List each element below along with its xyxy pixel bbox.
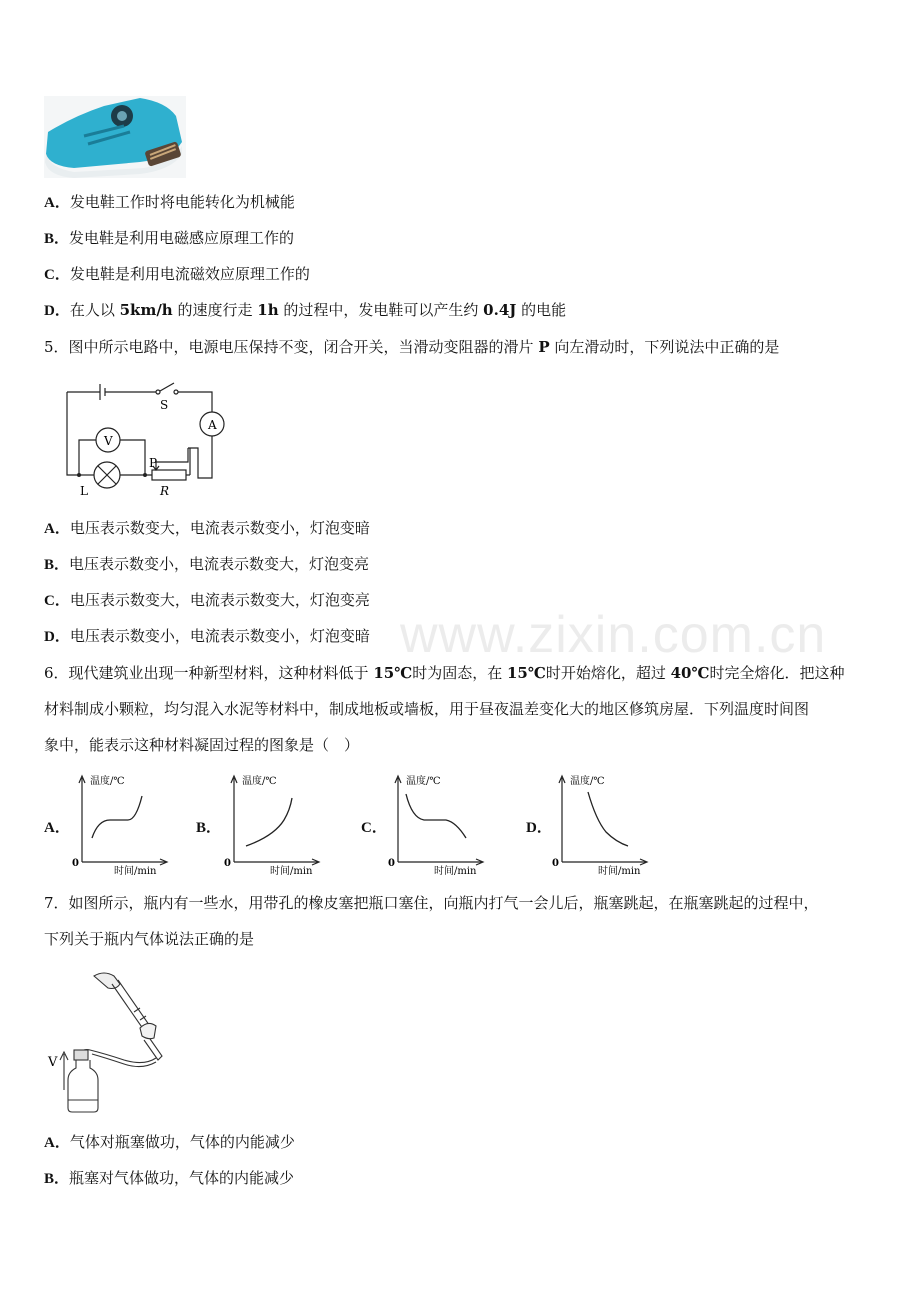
graph-b-curve [246, 798, 292, 846]
q4-option-d: D．在人以 5km/h 的速度行走 1h 的过程中，发电鞋可以产生约 0.4J 的电能 [44, 301, 567, 319]
q6-stem-line-1: 6．现代建筑业出现一种新型材料，这种材料低于 15℃时为固态，在 15℃时开始熔化，超过 40℃时完全熔化．把这种 [44, 664, 845, 682]
svg-text:时间/min: 时间/min [270, 866, 313, 877]
q5-option-a: A．电压表示数变大，电流表示数变小，灯泡变暗 [44, 519, 370, 537]
svg-text:0: 0 [388, 858, 395, 869]
graph-d [550, 770, 660, 878]
velocity-label: V [48, 1055, 58, 1070]
graph-b [222, 770, 332, 878]
q5-option-c: C．电压表示数变大，电流表示数变大，灯泡变亮 [44, 591, 370, 609]
pump-bottle-figure [44, 968, 172, 1114]
q4-option-b: B．发电鞋是利用电磁感应原理工作的 [44, 229, 295, 247]
svg-text:时间/min: 时间/min [434, 866, 477, 877]
svg-text:温度/℃: 温度/℃ [570, 776, 605, 787]
graph-a-curve [92, 796, 142, 838]
svg-text:温度/℃: 温度/℃ [406, 776, 441, 787]
switch-label: S [160, 398, 169, 412]
svg-text:时间/min: 时间/min [114, 866, 157, 877]
svg-text:时间/min: 时间/min [598, 866, 641, 877]
lamp-label: L [80, 484, 88, 498]
watermark: www.zixin.com.cn [400, 606, 827, 664]
q6-stem-line-3: 象中，能表示这种材料凝固过程的图象是（ ） [44, 736, 360, 754]
graph-b-letter: B． [196, 820, 222, 836]
graph-d-letter: D． [526, 820, 552, 836]
q5-option-b: B．电压表示数变小，电流表示数变大，灯泡变亮 [44, 555, 370, 573]
q5-stem: 5．图中所示电路中，电源电压保持不变，闭合开关，当滑动变阻器的滑片 P 向左滑动时，下列说法中正确的是 [44, 338, 780, 356]
svg-text:温度/℃: 温度/℃ [90, 776, 125, 787]
svg-text:温度/℃: 温度/℃ [242, 776, 277, 787]
ammeter-label: A [208, 418, 217, 432]
rheostat-label: R [160, 484, 170, 498]
graph-c-letter: C． [361, 820, 387, 836]
svg-text:0: 0 [72, 858, 79, 869]
voltmeter-label: V [104, 434, 113, 448]
q5-option-d: D．电压表示数变小，电流表示数变小，灯泡变暗 [44, 627, 370, 645]
graph-a [70, 770, 180, 878]
circuit-diagram [60, 378, 235, 500]
graph-a-letter: A． [44, 820, 70, 836]
graph-c [386, 770, 496, 878]
q6-stem-line-2: 材料制成小颗粒，均匀混入水泥等材料中，制成地板或墙板，用于昼夜温差变化大的地区修筑房屋．下列温度时间图 [44, 700, 810, 718]
slider-label: P [149, 456, 158, 470]
graph-c-curve [406, 794, 466, 838]
q4-option-a: A．发电鞋工作时将电能转化为机械能 [44, 193, 295, 211]
q4-option-c: C．发电鞋是利用电流磁效应原理工作的 [44, 265, 310, 283]
q7-option-b: B．瓶塞对气体做功，气体的内能减少 [44, 1169, 295, 1187]
q7-stem-line-1: 7．如图所示，瓶内有一些水，用带孔的橡皮塞把瓶口塞住，向瓶内打气一会儿后，瓶塞跳起，在瓶塞跳起的过程中， [44, 894, 819, 912]
q7-stem-line-2: 下列关于瓶内气体说法正确的是 [44, 930, 255, 948]
svg-text:0: 0 [224, 858, 231, 869]
svg-text:0: 0 [552, 858, 559, 869]
graph-d-curve [588, 792, 628, 846]
q7-option-a: A．气体对瓶塞做功，气体的内能减少 [44, 1133, 295, 1151]
shoe-generator-image [44, 96, 186, 178]
